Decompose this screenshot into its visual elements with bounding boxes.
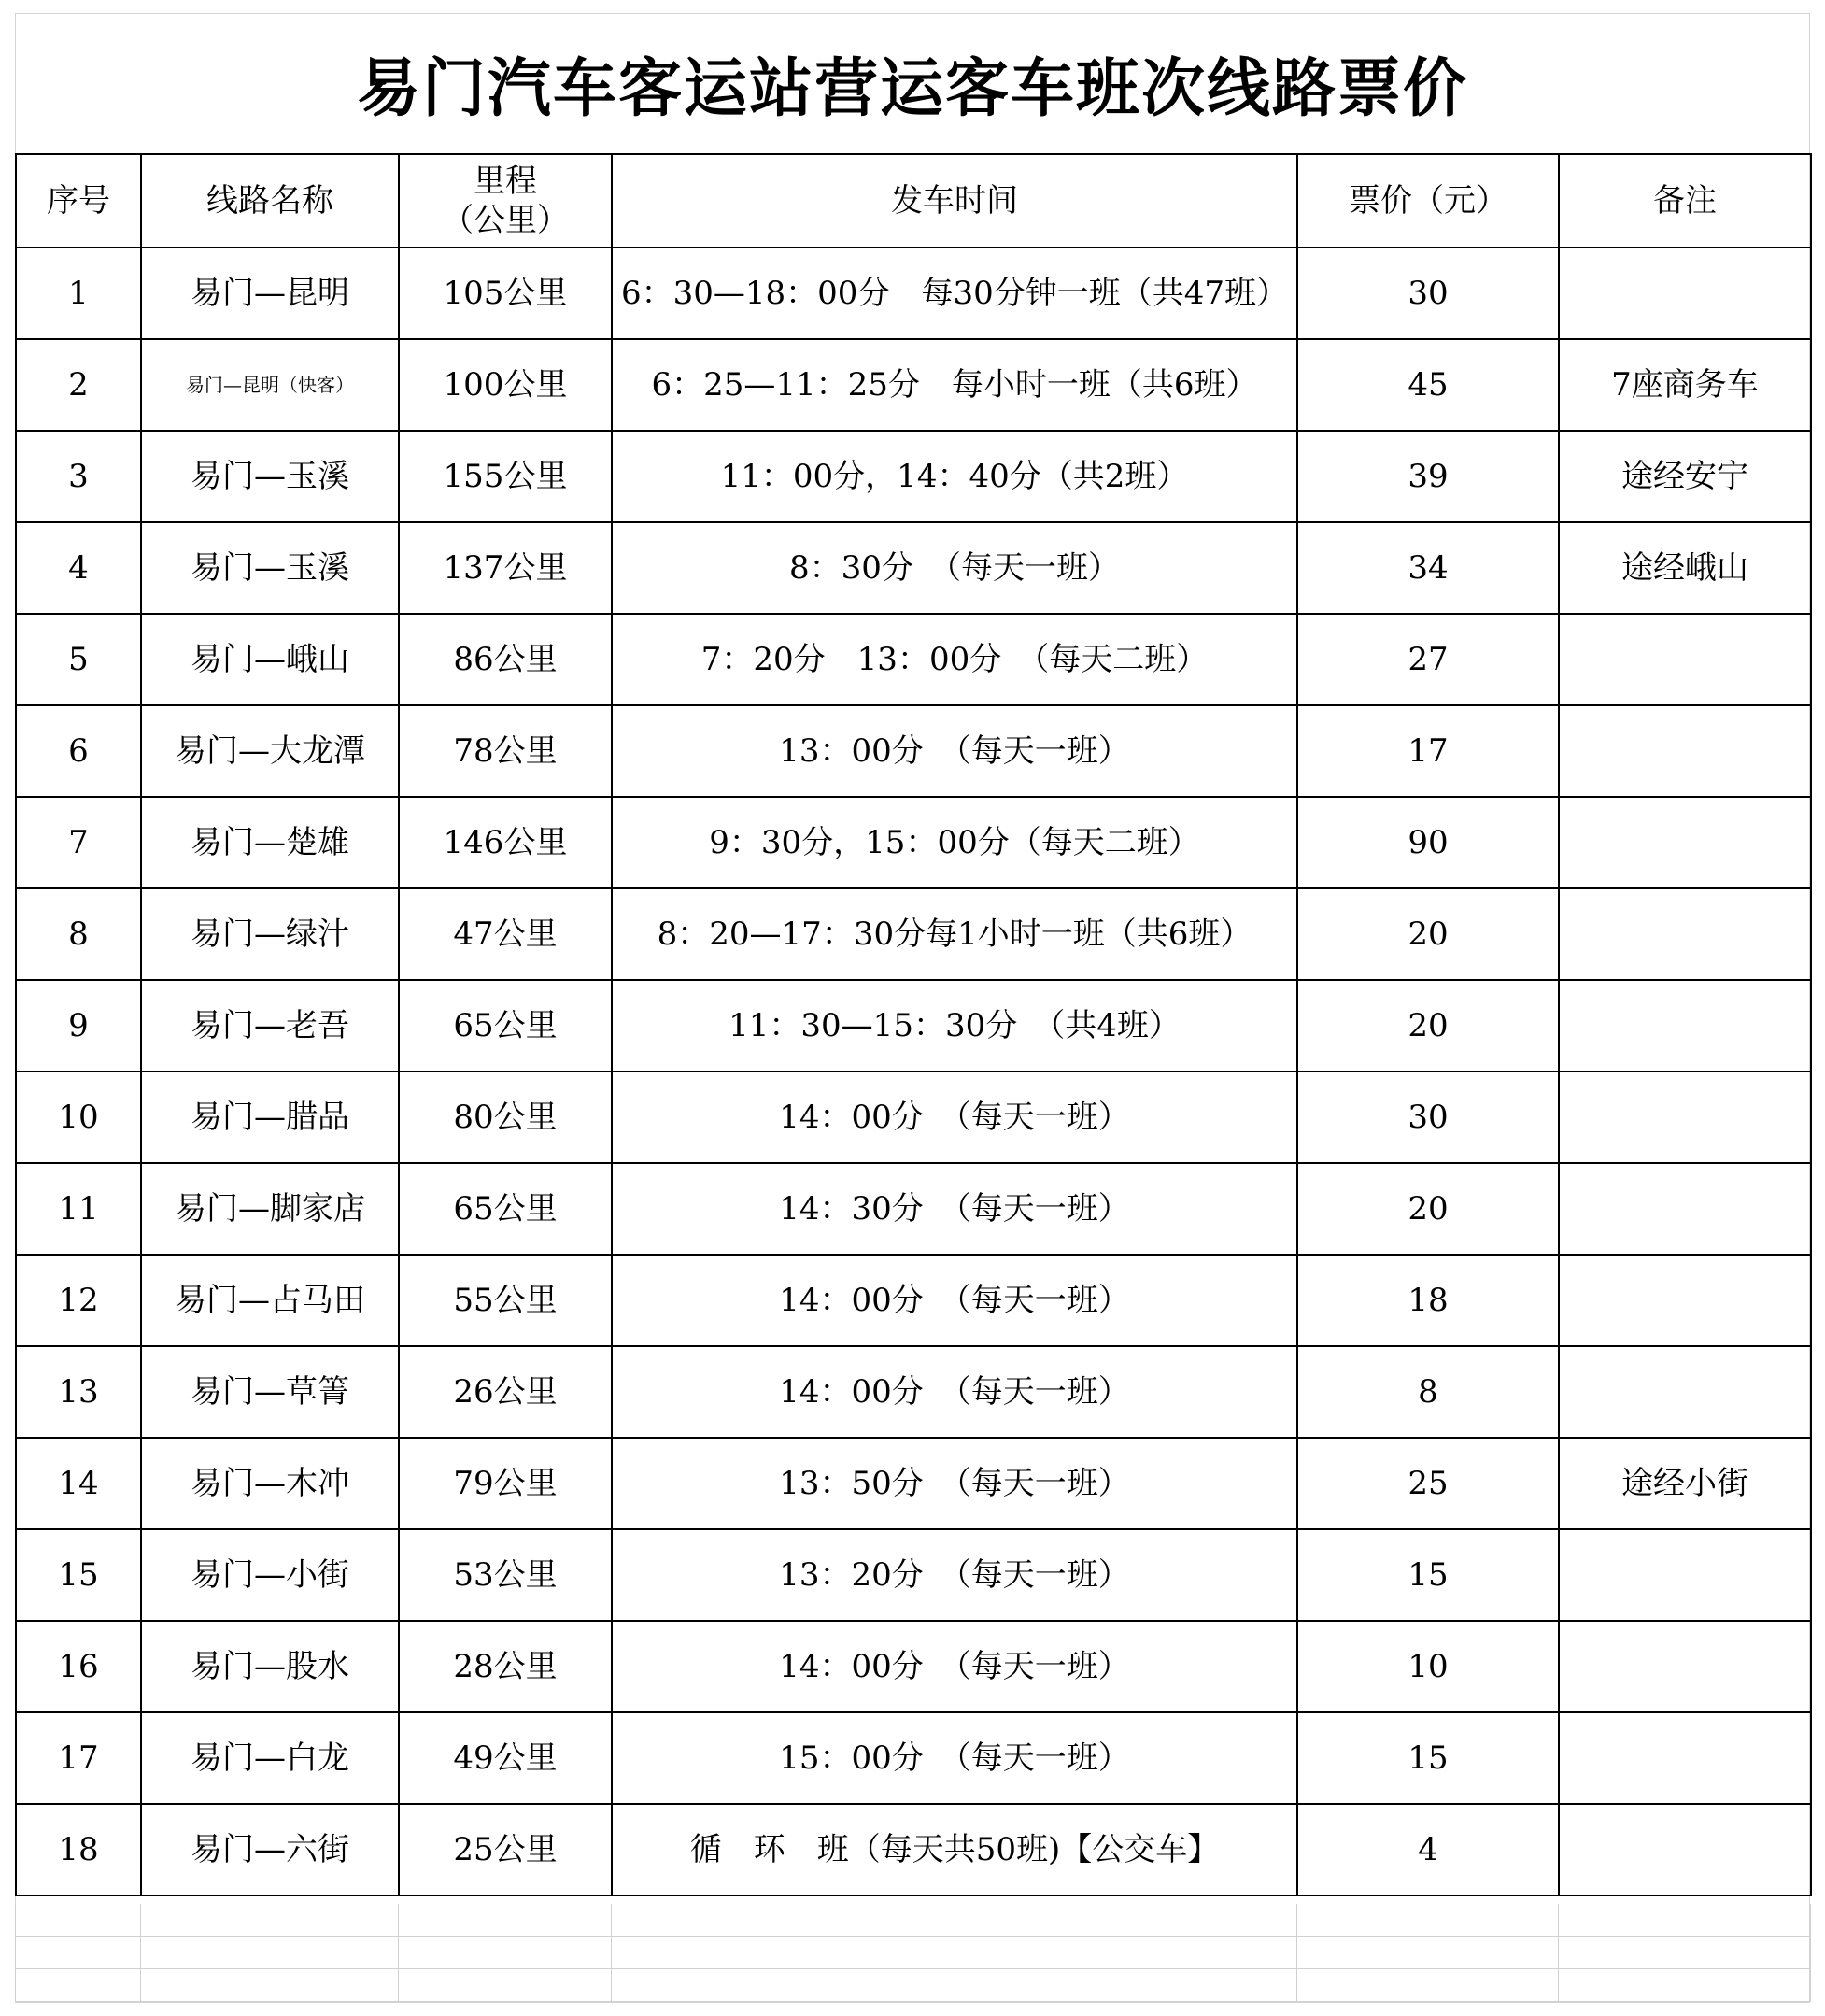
- cell-departure-time: 14：00分 （每天一班）: [612, 1346, 1297, 1438]
- cell-fare: 30: [1297, 1072, 1559, 1163]
- cell-fare: 15: [1297, 1529, 1559, 1621]
- cell-distance: 80公里: [399, 1072, 612, 1163]
- cell-index: 4: [16, 522, 141, 614]
- cell-index: 1: [16, 248, 141, 339]
- cell-departure-time: 14：00分 （每天一班）: [612, 1255, 1297, 1346]
- empty-cell: [141, 1904, 399, 1937]
- cell-remark: [1559, 248, 1811, 339]
- cell-remark: [1559, 1804, 1811, 1895]
- cell-index: 9: [16, 980, 141, 1072]
- cell-remark: 7座商务车: [1559, 339, 1811, 431]
- cell-distance: 146公里: [399, 797, 612, 888]
- cell-departure-time: 13：00分 （每天一班）: [612, 705, 1297, 797]
- table-row: [16, 248, 1811, 339]
- cell-fare: 30: [1297, 248, 1559, 339]
- cell-distance: 137公里: [399, 522, 612, 614]
- cell-fare: 20: [1297, 980, 1559, 1072]
- cell-remark: 途经安宁: [1559, 431, 1811, 522]
- cell-route: 易门—股水: [141, 1621, 399, 1712]
- cell-route: 易门—木冲: [141, 1438, 399, 1529]
- fare-table: [15, 153, 1812, 1896]
- empty-cell: [612, 1969, 1297, 2002]
- cell-fare: 15: [1297, 1712, 1559, 1804]
- cell-departure-time: 9：30分，15：00分（每天二班）: [612, 797, 1297, 888]
- cell-distance: 53公里: [399, 1529, 612, 1621]
- cell-index: 15: [16, 1529, 141, 1621]
- cell-distance: 25公里: [399, 1804, 612, 1895]
- cell-fare: 18: [1297, 1255, 1559, 1346]
- cell-index: 14: [16, 1438, 141, 1529]
- table-row: [16, 522, 1811, 614]
- table-row: [16, 797, 1811, 888]
- empty-cell: [612, 1937, 1297, 1969]
- cell-remark: [1559, 980, 1811, 1072]
- cell-distance: 65公里: [399, 980, 612, 1072]
- table-row: [16, 888, 1811, 980]
- cell-route: 易门—老吾: [141, 980, 399, 1072]
- cell-fare: 27: [1297, 614, 1559, 705]
- cell-route: 易门—占马田: [141, 1255, 399, 1346]
- cell-fare: 8: [1297, 1346, 1559, 1438]
- cell-index: 5: [16, 614, 141, 705]
- empty-cell: [399, 1969, 612, 2002]
- cell-departure-time: 7：20分 13：00分 （每天二班）: [612, 614, 1297, 705]
- cell-remark: [1559, 1072, 1811, 1163]
- empty-cell: [1559, 1969, 1811, 2002]
- cell-distance: 28公里: [399, 1621, 612, 1712]
- cell-index: 13: [16, 1346, 141, 1438]
- empty-cell: [141, 1937, 399, 1969]
- cell-distance: 49公里: [399, 1712, 612, 1804]
- header-row: [16, 154, 1811, 248]
- cell-departure-time: 6：30—18：00分 每30分钟一班（共47班）: [612, 248, 1297, 339]
- cell-index: 16: [16, 1621, 141, 1712]
- cell-fare: 4: [1297, 1804, 1559, 1895]
- header-remark: 备注: [1559, 154, 1811, 248]
- cell-distance: 78公里: [399, 705, 612, 797]
- empty-cell: [1297, 1937, 1559, 1969]
- cell-fare: 34: [1297, 522, 1559, 614]
- cell-remark: [1559, 1529, 1811, 1621]
- cell-fare: 39: [1297, 431, 1559, 522]
- cell-remark: 途经峨山: [1559, 522, 1811, 614]
- cell-route: 易门—绿汁: [141, 888, 399, 980]
- header-fare: 票价（元）: [1297, 154, 1559, 248]
- table-row: [16, 980, 1811, 1072]
- cell-departure-time: 13：20分 （每天一班）: [612, 1529, 1297, 1621]
- header-distance: [399, 154, 612, 248]
- cell-index: 8: [16, 888, 141, 980]
- cell-departure-time: 14：30分 （每天一班）: [612, 1163, 1297, 1255]
- cell-route: 易门—小街: [141, 1529, 399, 1621]
- cell-remark: [1559, 614, 1811, 705]
- table-row: [16, 1163, 1811, 1255]
- empty-cell: [1297, 1969, 1559, 2002]
- cell-distance: 79公里: [399, 1438, 612, 1529]
- cell-route: 易门—玉溪: [141, 431, 399, 522]
- cell-distance: 86公里: [399, 614, 612, 705]
- cell-remark: [1559, 1712, 1811, 1804]
- empty-row: [16, 1969, 1811, 2002]
- cell-index: 2: [16, 339, 141, 431]
- cell-index: 7: [16, 797, 141, 888]
- table-row: [16, 1255, 1811, 1346]
- empty-cell: [141, 1969, 399, 2002]
- page-title: 易门汽车客运站营运客车班次线路票价: [356, 50, 1468, 126]
- table-row: [16, 1621, 1811, 1712]
- cell-index: 18: [16, 1804, 141, 1895]
- cell-departure-time: 11：00分，14：40分（共2班）: [612, 431, 1297, 522]
- cell-departure-time: 14：00分 （每天一班）: [612, 1072, 1297, 1163]
- empty-cell: [399, 1937, 612, 1969]
- cell-route: 易门—脚家店: [141, 1163, 399, 1255]
- cell-index: 3: [16, 431, 141, 522]
- table-row: [16, 1712, 1811, 1804]
- cell-departure-time: 15：00分 （每天一班）: [612, 1712, 1297, 1804]
- cell-remark: [1559, 1621, 1811, 1712]
- cell-distance: 105公里: [399, 248, 612, 339]
- empty-cell: [16, 1937, 141, 1969]
- cell-distance: 26公里: [399, 1346, 612, 1438]
- cell-route: 易门—腊品: [141, 1072, 399, 1163]
- fare-sheet: [15, 13, 1810, 2003]
- cell-route: 易门—峨山: [141, 614, 399, 705]
- table-row: [16, 1804, 1811, 1895]
- cell-fare: 20: [1297, 1163, 1559, 1255]
- cell-fare: 17: [1297, 705, 1559, 797]
- cell-remark: [1559, 705, 1811, 797]
- cell-departure-time: 11：30—15：30分 （共4班）: [612, 980, 1297, 1072]
- empty-cell: [16, 1969, 141, 2002]
- cell-departure-time: 14：00分 （每天一班）: [612, 1621, 1297, 1712]
- empty-cell: [1559, 1904, 1811, 1937]
- cell-route: 易门—楚雄: [141, 797, 399, 888]
- cell-index: 17: [16, 1712, 141, 1804]
- cell-route: 易门—草箐: [141, 1346, 399, 1438]
- table-row: [16, 431, 1811, 522]
- empty-grid: [15, 1904, 1811, 2002]
- cell-distance: 155公里: [399, 431, 612, 522]
- cell-fare: 10: [1297, 1621, 1559, 1712]
- header-distance-line1: 里程: [474, 162, 537, 200]
- header-route: 线路名称: [141, 154, 399, 248]
- table-row: [16, 1072, 1811, 1163]
- cell-distance: 65公里: [399, 1163, 612, 1255]
- cell-departure-time: 8：30分 （每天一班）: [612, 522, 1297, 614]
- cell-fare: 20: [1297, 888, 1559, 980]
- table-row: [16, 1529, 1811, 1621]
- cell-departure-time: 13：50分 （每天一班）: [612, 1438, 1297, 1529]
- empty-row: [16, 1937, 1811, 1969]
- cell-index: 10: [16, 1072, 141, 1163]
- table-row: [16, 705, 1811, 797]
- table-row: [16, 339, 1811, 431]
- table-row: [16, 614, 1811, 705]
- cell-departure-time: 8：20—17：30分每1小时一班（共6班）: [612, 888, 1297, 980]
- cell-route: 易门—昆明: [141, 248, 399, 339]
- cell-departure-time: 6：25—11：25分 每小时一班（共6班）: [612, 339, 1297, 431]
- cell-remark: [1559, 1163, 1811, 1255]
- cell-route: 易门—大龙潭: [141, 705, 399, 797]
- cell-index: 12: [16, 1255, 141, 1346]
- cell-index: 11: [16, 1163, 141, 1255]
- cell-remark: [1559, 888, 1811, 980]
- empty-cell: [612, 1904, 1297, 1937]
- cell-remark: [1559, 1255, 1811, 1346]
- cell-fare: 45: [1297, 339, 1559, 431]
- header-departure: 发车时间: [612, 154, 1297, 248]
- header-distance-line2: （公里）: [442, 202, 569, 239]
- cell-departure-time: 循 环 班（每天共50班)【公交车】: [612, 1804, 1297, 1895]
- empty-cell: [1297, 1904, 1559, 1937]
- cell-remark: 途经小街: [1559, 1438, 1811, 1529]
- empty-cell: [1559, 1937, 1811, 1969]
- cell-route: 易门—玉溪: [141, 522, 399, 614]
- empty-row: [16, 1904, 1811, 1937]
- cell-distance: 47公里: [399, 888, 612, 980]
- cell-route: 易门—白龙: [141, 1712, 399, 1804]
- cell-route: 易门—昆明（快客）: [141, 339, 399, 431]
- cell-remark: [1559, 797, 1811, 888]
- cell-route: 易门—六街: [141, 1804, 399, 1895]
- cell-fare: 90: [1297, 797, 1559, 888]
- cell-index: 6: [16, 705, 141, 797]
- table-row: [16, 1438, 1811, 1529]
- table-row: [16, 1346, 1811, 1438]
- fare-table-body: [16, 248, 1811, 1895]
- empty-cell: [399, 1904, 612, 1937]
- cell-distance: 55公里: [399, 1255, 612, 1346]
- cell-remark: [1559, 1346, 1811, 1438]
- header-index: 序号: [16, 154, 141, 248]
- empty-cell: [16, 1904, 141, 1937]
- cell-fare: 25: [1297, 1438, 1559, 1529]
- cell-distance: 100公里: [399, 339, 612, 431]
